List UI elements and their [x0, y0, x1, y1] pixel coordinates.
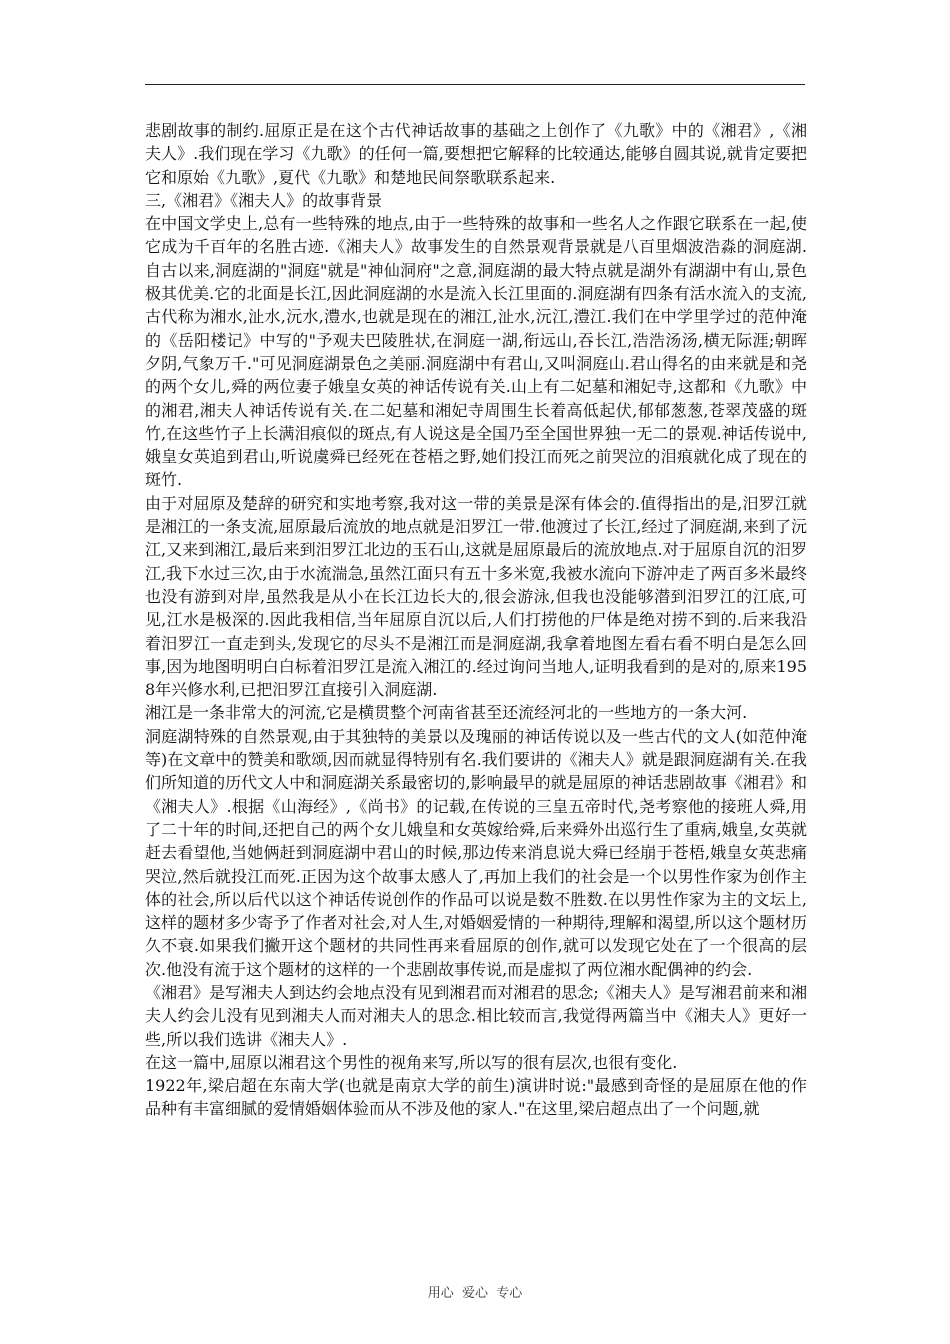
paragraph: 《湘君》是写湘夫人到达约会地点没有见到湘君而对湘君的思念;《湘夫人》是写湘君前来和湘夫人约会儿没有见到湘夫人而对湘夫人的思念.相比较而言,我觉得两篇当中《湘夫人》更好一些,所以我们选讲《湘夫人》. — [145, 982, 807, 1049]
paragraph: 由于对屈原及楚辞的研究和实地考察,我对这一带的美景是深有体会的.值得指出的是,汨罗江就是湘江的一条支流,屈原最后流放的地点就是汨罗江一带.他渡过了长江,经过了洞庭湖,来到了沅江,又来到湘江,最后来到汨罗江北边的玉石山,这就是屈原最后的流放地点.对于屈原自沉的汨罗江,我下水过三次,由于水流湍急,虽然江面只有五十多米宽,我被水流向下游冲走了两百多米最终也没有游到对岸,虽然我是从小在长江边长大的,很会游泳,但我也没能够潜到汨罗江的江底,可见,江水是极深的.因此我相信,当年屈原自沉以后,人们打捞他的尸体是绝对捞不到的.后来我沿着汨罗江一直走到头,发现它的尽头不是湘江而是洞庭湖,我拿着地图左看右看不明白是怎么回事,因为地图明明白白标着汨罗江是流入湘江的.经过询问当地人,证明我看到的是对的,原来1958年兴修水利,已把汨罗江直接引入洞庭湖. — [145, 493, 807, 700]
paragraph: 在这一篇中,屈原以湘君这个男性的视角来写,所以写的很有层次,也很有变化. — [145, 1052, 678, 1072]
paragraph: 湘江是一条非常大的河流,它是横贯整个河南省甚至还流经河北的一些地方的一条大河. — [145, 703, 748, 723]
paragraph: 1922年,梁启超在东南大学(也就是南京大学的前生)演讲时说:"最感到奇怪的是屈原在他的作品种有丰富细腻的爱情婚姻体验而从不涉及他的家人."在这里,梁启超点出了一个问题,就 — [145, 1076, 807, 1119]
paragraph: 洞庭湖特殊的自然景观,由于其独特的美景以及瑰丽的神话传说以及一些古代的文人(如范仲淹等)在文章中的赞美和歌颂,因而就显得特别有名.我们要讲的《湘夫人》就是跟洞庭湖有关.在我们所知道的历代文人中和洞庭湖关系最密切的,影响最早的就是屈原的神话悲剧故事《湘君》和《湘夫人》.根据《山海经》,《尚书》的记载,在传说的三皇五帝时代,尧考察他的接班人舜,用了二十年的时间,还把自己的两个女儿娥皇和女英嫁给舜,后来舜外出巡行生了重病,娥皇,女英就赶去看望他,当她俩赶到洞庭湖中君山的时候,那边传来消息说大舜已经崩于苍梧,娥皇女英悲痛哭泣,然后就投江而死.正因为这个故事太感人了,再加上我们的社会是一个以男性作家为创作主体的社会,所以后代以这个神话传说创作的作品可以说是数不胜数.在以男性作家为主的文坛上,这样的题材多少寄予了作者对社会,对人生,对婚姻爱情的一种期待,理解和渴望,所以这个题材历久不衰.如果我们撇开这个题材的共同性再来看屈原的创作,就可以发现它处在了一个很高的层次.他没有流于这个题材的这样的一个悲剧故事传说,而是虚拟了两位湘水配偶神的约会. — [145, 726, 807, 979]
header-rule — [145, 84, 805, 85]
paragraph: 在中国文学史上,总有一些特殊的地点,由于一些特殊的故事和一些名人之作跟它联系在一起,使它成为千百年的名胜古迹.《湘夫人》故事发生的自然景观背景就是八百里烟波浩淼的洞庭湖.自古以来,洞庭湖的"洞庭"就是"神仙洞府"之意,洞庭湖的最大特点就是湖外有湖湖中有山,景色极其优美.它的北面是长江,因此洞庭湖的水是流入长江里面的.洞庭湖有四条有活水流入的支流,古代称为湘水,沚水,沅水,澧水,也就是现在的湘江,沚水,沅江,澧江.我们在中学里学过的范仲淹的《岳阳楼记》中写的"予观夫巴陵胜状,在洞庭一湖,衔远山,吞长江,浩浩汤汤,横无际涯;朝晖夕阴,气象万千."可见洞庭湖景色之美丽.洞庭湖中有君山,又叫洞庭山.君山得名的由来就是和尧的两个女儿,舜的两位妻子娥皇女英的神话传说有关.山上有二妃墓和湘妃寺,这都和《九歌》中的湘君,湘夫人神话传说有关.在二妃墓和湘妃寺周围生长着高低起伏,郁郁葱葱,苍翠茂盛的斑竹,在这些竹子上长满泪痕似的斑点,有人说这是全国乃至全国世界独一无二的景观.神话传说中,娥皇女英追到君山,听说虞舜已经死在苍梧之野,她们投江而死之前哭泣的泪痕就化成了现在的斑竹. — [145, 214, 807, 490]
page-footer: 用心 爱心 专心 — [427, 1286, 523, 1301]
section-heading: 三,《湘君》《湘夫人》的故事背景 — [145, 190, 383, 210]
paragraph: 悲剧故事的制约.屈原正是在这个古代神话故事的基础之上创作了《九歌》中的《湘君》,《湘夫人》.我们现在学习《九歌》的任何一篇,要想把它解释的比较通达,能够自圆其说,就肯定要把它和原始《九歌》,夏代《九歌》和楚地民间祭歌联系起来. — [145, 121, 807, 187]
document-body — [145, 119, 807, 1121]
